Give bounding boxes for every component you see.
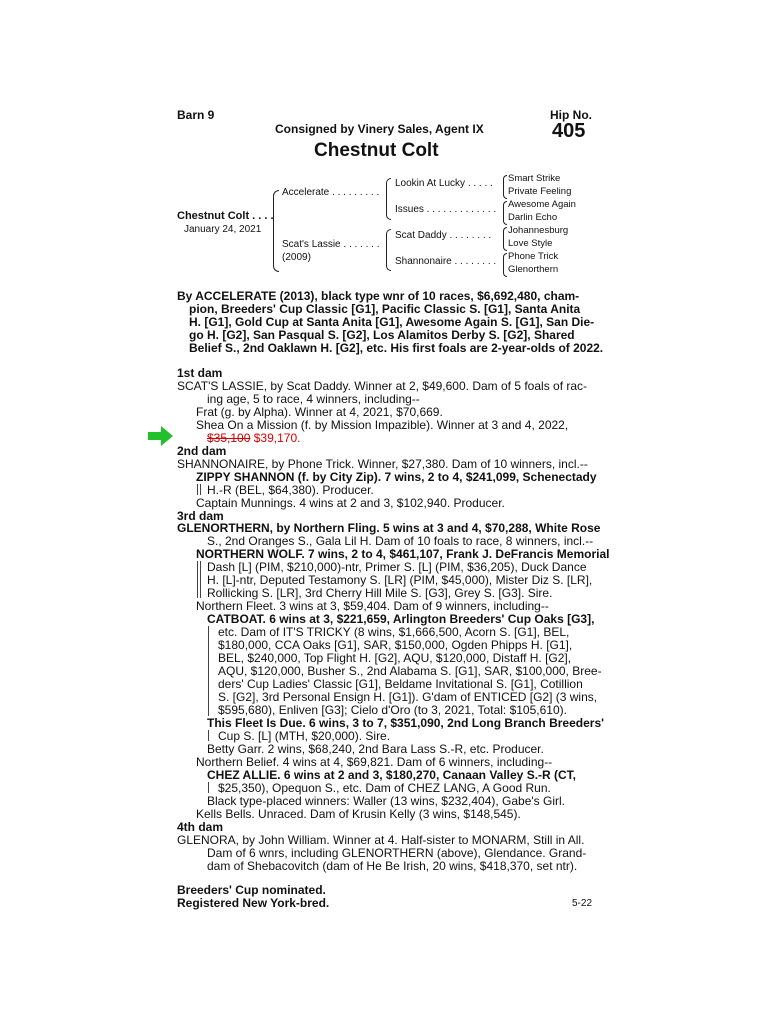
indent-bar [197, 561, 198, 598]
third-dam-line: BEL, $240,000, Top Flight H. [G2], AQU, $120,000, Distaff H. [G2], [218, 651, 572, 665]
third-dam-line: This Fleet Is Due. 6 wins, 3 to 7, $351,090, 2nd Long Branch Breeders' [207, 716, 604, 730]
pedigree-dsd: Love Style [508, 238, 553, 249]
brace-sd [503, 201, 507, 225]
pedigree-sd: Issues . . . . . . . . . . . . . [395, 204, 497, 215]
earnings-period: . [297, 431, 301, 445]
update-arrow-icon [148, 425, 174, 447]
fourth-dam-line: dam of Shebacovitch (dam of He Be Irish, 20 wins, $418,370, set ntr). [207, 859, 578, 873]
new-earnings: $39,170 [253, 431, 298, 445]
indent-bar [208, 782, 209, 793]
pedigree-dam-year: (2009) [282, 252, 311, 263]
pedigree-ss: Lookin At Lucky . . . . . [395, 178, 493, 189]
consignor: Consigned by Vinery Sales, Agent IX [275, 122, 484, 136]
second-dam-heading: 2nd dam [177, 444, 227, 458]
pedigree-ds: Scat Daddy . . . . . . . . [395, 230, 492, 241]
hip-number: 405 [552, 120, 586, 142]
third-dam-line: Northern Fleet. 3 wins at 3, $59,404. Dam of 9 winners, including-- [196, 599, 549, 613]
second-dam-line: SHANNONAIRE, by Phone Trick. Winner, $27,380. Dam of 10 winners, incl.-- [177, 457, 588, 471]
brace-sire [386, 178, 391, 220]
third-dam-line: H. [L]-ntr, Deputed Testamony S. [LR] (PIM, $45,000), Mister Diz S. [LR], [207, 573, 593, 587]
pedigree-ddd: Glenorthern [508, 264, 559, 275]
third-dam-line: CHEZ ALLIE. 6 wins at 2 and 3, $180,270, Canaan Valley S.-R (CT, [207, 768, 577, 782]
third-dam-line: $25,350), Opequon S., etc. Dam of CHEZ LANG, A Good Run. [218, 781, 551, 795]
first-dam-heading: 1st dam [177, 366, 223, 380]
brace-dam [386, 229, 391, 271]
pedigree-horse: Chestnut Colt . . . . [177, 210, 274, 222]
first-dam-line: SCAT'S LASSIE, by Scat Daddy. Winner at 2, $49,600. Dam of 5 foals of rac- [177, 379, 588, 393]
third-dam-line: ders' Cup Ladies' Classic [G1], Beldame Invitational S. [G1], Cotillion [218, 677, 583, 691]
pedigree-dam: Scat's Lassie . . . . . . . [282, 239, 380, 250]
fourth-dam-line: Dam of 6 wnrs, including GLENORTHERN (above), Glendance. Grand- [207, 846, 587, 860]
third-dam-line: Cup S. [L] (MTH, $20,000). Sire. [218, 729, 391, 743]
indent-bar [200, 484, 201, 495]
third-dam-heading: 3rd dam [177, 509, 224, 523]
sire-line: pion, Breeders' Cup Classic [G1], Pacific Classic S. [G1], Santa Anita [189, 302, 581, 316]
pedigree-dds: Phone Trick [508, 251, 559, 262]
hip-label: Hip No. [550, 108, 592, 122]
first-dam-line: ing age, 5 to race, 4 winners, including-- [207, 392, 420, 406]
sire-line: go H. [G2], San Pasqual S. [G2], Los Alamitos Derby S. [G2], Shared [189, 328, 575, 342]
brace-ss [503, 175, 507, 199]
third-dam-line: Kells Bells. Unraced. Dam of Krusin Kelly (3 wins, $148,545). [196, 807, 521, 821]
third-dam-line: etc. Dam of IT'S TRICKY (8 wins, $1,666,500, Acorn S. [G1], BEL, [218, 625, 570, 639]
indent-bar [200, 561, 201, 598]
second-dam-line: ZIPPY SHANNON (f. by City Zip). 7 wins, 2 to 4, $241,099, Schenectady [196, 470, 597, 484]
first-dam-line: Frat (g. by Alpha). Winner at 4, 2021, $70,669. [196, 405, 443, 419]
pedigree-sdd: Darlin Echo [508, 212, 558, 223]
pedigree-sss: Smart Strike [508, 173, 561, 184]
barn-label: Barn 9 [177, 108, 215, 122]
fourth-dam-line: GLENORA, by John William. Winner at 4. Half-sister to MONARM, Still in All. [177, 833, 585, 847]
second-dam-line: Captain Munnings. 4 wins at 2 and 3, $102,940. Producer. [196, 496, 505, 510]
fourth-dam-heading: 4th dam [177, 820, 224, 834]
registration-note: Registered New York-bred. [177, 896, 330, 910]
third-dam-line: GLENORTHERN, by Northern Fling. 5 wins at 3 and 4, $70,288, White Rose [177, 521, 601, 535]
third-dam-line: Northern Belief. 4 wins at 4, $69,821. Dam of 6 winners, including-- [196, 755, 553, 769]
pedigree-sire: Accelerate . . . . . . . . . [282, 187, 380, 198]
pedigree-dss: Johannesburg [508, 225, 569, 236]
second-dam-line: H.-R (BEL, $64,380). Producer. [207, 483, 374, 497]
third-dam-line: S., 2nd Oranges S., Gala Lil H. Dam of 10 foals to race, 8 winners, incl.-- [207, 534, 594, 548]
page-code: 5-22 [572, 898, 593, 909]
page-title: Chestnut Colt [314, 140, 439, 161]
third-dam-line: $180,000, CCA Oaks [G1], SAR, $150,000, Ogden Phipps H. [G1], [218, 638, 573, 652]
third-dam-line: Rollicking S. [LR], 3rd Cherry Hill Mile S. [G3], Grey S. [G3]. Sire. [207, 586, 553, 600]
pedigree-sds: Awesome Again [508, 199, 576, 210]
old-earnings: $35,100 [207, 431, 251, 445]
third-dam-line: Dash [L] (PIM, $210,000)-ntr, Primer S. [L] (PIM, $36,205), Duck Dance [207, 560, 587, 574]
sire-line: By ACCELERATE (2013), black type wnr of 10 races, $6,692,480, cham- [177, 289, 580, 303]
sire-line: Belief S., 2nd Oaklawn H. [G2], etc. His first foals are 2-year-olds of 2022. [189, 341, 604, 355]
third-dam-line: $595,680), Enliven [G3]; Cielo d'Oro (to 3, 2021, Total: $105,610). [218, 703, 567, 717]
pedigree-foaled: January 24, 2021 [184, 224, 262, 235]
brace-ds [503, 227, 507, 251]
third-dam-line: NORTHERN WOLF. 7 wins, 2 to 4, $461,107, Frank J. DeFrancis Memorial [196, 547, 610, 561]
breeders-cup-note: Breeders' Cup nominated. [177, 883, 326, 897]
indent-bar [197, 484, 198, 495]
brace-main [273, 190, 279, 272]
indent-bar [208, 626, 209, 716]
pedigree-ssd: Private Feeling [508, 186, 572, 197]
brace-dd [503, 253, 507, 277]
third-dam-line: AQU, $120,000, Busher S., 2nd Alabama S. [G1], SAR, $100,000, Bree- [218, 664, 602, 678]
indent-bar [208, 730, 209, 741]
third-dam-line: S. [G2], 3rd Personal Ensign H. [G1]). G'dam of ENTICED [G2] (3 wins, [218, 690, 598, 704]
pedigree-dd: Shannonaire . . . . . . . . [395, 256, 497, 267]
third-dam-line: CATBOAT. 6 wins at 3, $221,659, Arlington Breeders' Cup Oaks [G3], [207, 612, 595, 626]
third-dam-line: Black type-placed winners: Waller (13 wins, $232,404), Gabe's Girl. [207, 794, 566, 808]
third-dam-line: Betty Garr. 2 wins, $68,240, 2nd Bara Lass S.-R, etc. Producer. [207, 742, 544, 756]
first-dam-line: Shea On a Mission (f. by Mission Impazible). Winner at 3 and 4, 2022, [196, 418, 569, 432]
sire-line: H. [G1], Gold Cup at Santa Anita [G1], Awesome Again S. [G1], San Die- [189, 315, 595, 329]
